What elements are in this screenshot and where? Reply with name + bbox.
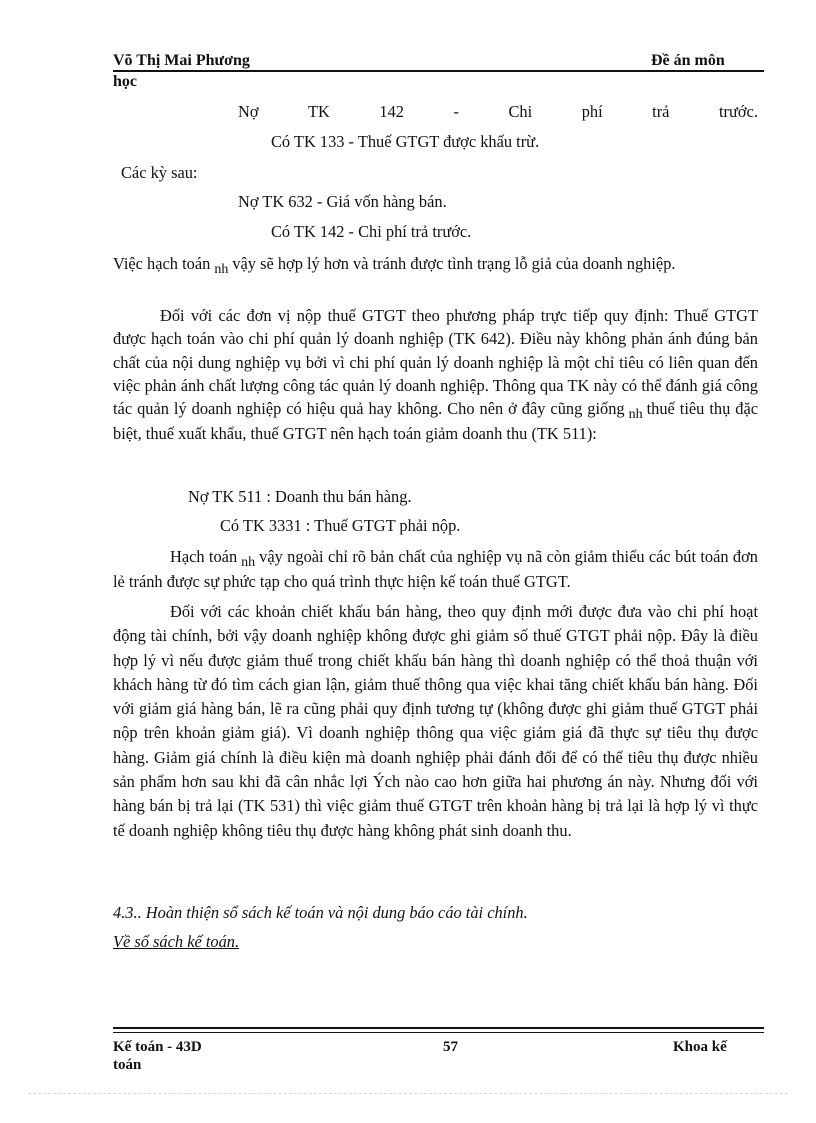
paragraph-3-start: Hạch toán [170,547,238,566]
footer-right: Khoa kế [673,1039,727,1055]
paragraph-1 [113,252,758,277]
footer-left-cont: toán [113,1057,142,1073]
header-project-cont: học [113,73,137,90]
footer-rule-thick [113,1027,764,1029]
paragraph-1-end: vậy sẽ hợp lý hơn và tránh được tình trạng lỗ giả của doanh nghiệp. [232,254,676,273]
nh-inline: nh [241,555,256,570]
entry3-credit: Có TK 3331 : Thuế GTGT phải nộp. [220,516,461,535]
entry1-debit [238,102,758,122]
later-periods-label: Các kỳ sau: [121,163,198,182]
paragraph-2-end: thuế tiêu thụ đặc biệt, thuế xuất khẩu, thuế GTGT nên hạch toán giảm doanh thu (TK 511): [113,399,758,444]
entry1-w7: trước. [718,102,758,121]
entry1-w3: - [453,102,459,121]
paragraph-2-start: Đối với các đơn vị nộp thuế GTGT theo phương pháp trực tiếp quy định: Thuế GTGT được hạch toán vào chi phí quản lý doanh nghiệp (TK 642). Điều này không phản ánh đúng bản chất của nội dung nghiệp vụ bởi vì chi phí quản lý doanh nghiệp là một chỉ tiêu có liên quan đến việc phản ánh chất lượng công tác quản lý doanh nghiệp. Thông qua TK này có thể đánh giá công tác quản lý doanh nghiệp có hiệu quả hay không. Cho nên ở đây cũng giống [113,306,758,419]
entry1-w4: Chi [508,102,533,121]
footer-left: Kế toán - 43D [113,1039,202,1055]
paragraph-2 [113,304,758,446]
page-edge-divider [28,1093,788,1094]
entry1-w0: Nợ [238,102,259,121]
section-heading: 4.3.. Hoàn thiện sổ sách kế toán và nội dung báo cáo tài chính. [113,903,528,922]
entry1-w2: 142 [379,102,404,121]
nh-inline: nh [628,407,643,423]
header-rule [113,70,764,72]
entry1-credit: Có TK 133 - Thuế GTGT được khấu trừ. [271,132,540,151]
nh-inline: nh [214,262,229,277]
entry2-debit: Nợ TK 632 - Giá vốn hàng bán. [238,192,447,211]
paragraph-1-start: Việc hạch toán [113,254,211,273]
header-project: Đề án môn [651,52,725,69]
entry1-w5: phí [581,102,603,121]
footer-page-number: 57 [443,1039,458,1055]
entry3-debit: Nợ TK 511 : Doanh thu bán hàng. [188,487,412,506]
entry1-w1: TK [308,102,330,121]
entry2-credit: Có TK 142 - Chi phí trả trước. [271,222,472,241]
paragraph-4: Đối với các khoản chiết khấu bán hàng, theo quy định mới được đưa vào chi phí hoạt động tài chính, bởi vậy doanh nghiệp không được ghi giảm số thuế GTGT phải nộp. Đây là điều hợp lý vì nếu được giảm thuế trong chiết khấu bán hàng thì doanh nghiệp có thể thoả thuận với khách hàng từ đó tìm cách gian lận, giảm thuế thông qua việc khai tăng chiết khấu bán hàng. Đối với giảm giá hàng bán, lẽ ra cũng phải quy định tương tự (không được ghi giảm thuế GTGT phải nộp trên khoản giảm giá). Vì doanh nghiệp thông qua việc giảm giá đã thực sự tiêu thụ được hàng. Giảm giá chính là điều kiện mà doanh nghiệp phải đánh đổi để có thể tiêu thụ được nhiều sản phẩm hơn sau khi đã cân nhắc lợi Ých nào cao hơn giữa hai phương án này. Nhưng đối với hàng bán bị trả lại (TK 531) thì việc giảm thuế GTGT trên khoản hàng bị trả lại là hợp lý vì thực tế doanh nghiệp không tiêu thụ được hàng không phát sinh doanh thu. [113,602,758,840]
paragraph-3 [113,545,758,594]
footer-rule-thin [113,1032,764,1033]
entry1-w6: trả [652,102,670,121]
subheading: Về sổ sách kế toán. [113,932,240,951]
header-author: Võ Thị Mai Phương [113,52,250,69]
paragraph-3-end: vậy ngoài chỉ rõ bản chất của nghiệp vụ nã còn giảm thiểu các bút toán đơn lẻ tránh được sự phức tạp cho quá trình thực hiện kế toán thuế GTGT. [113,547,758,592]
